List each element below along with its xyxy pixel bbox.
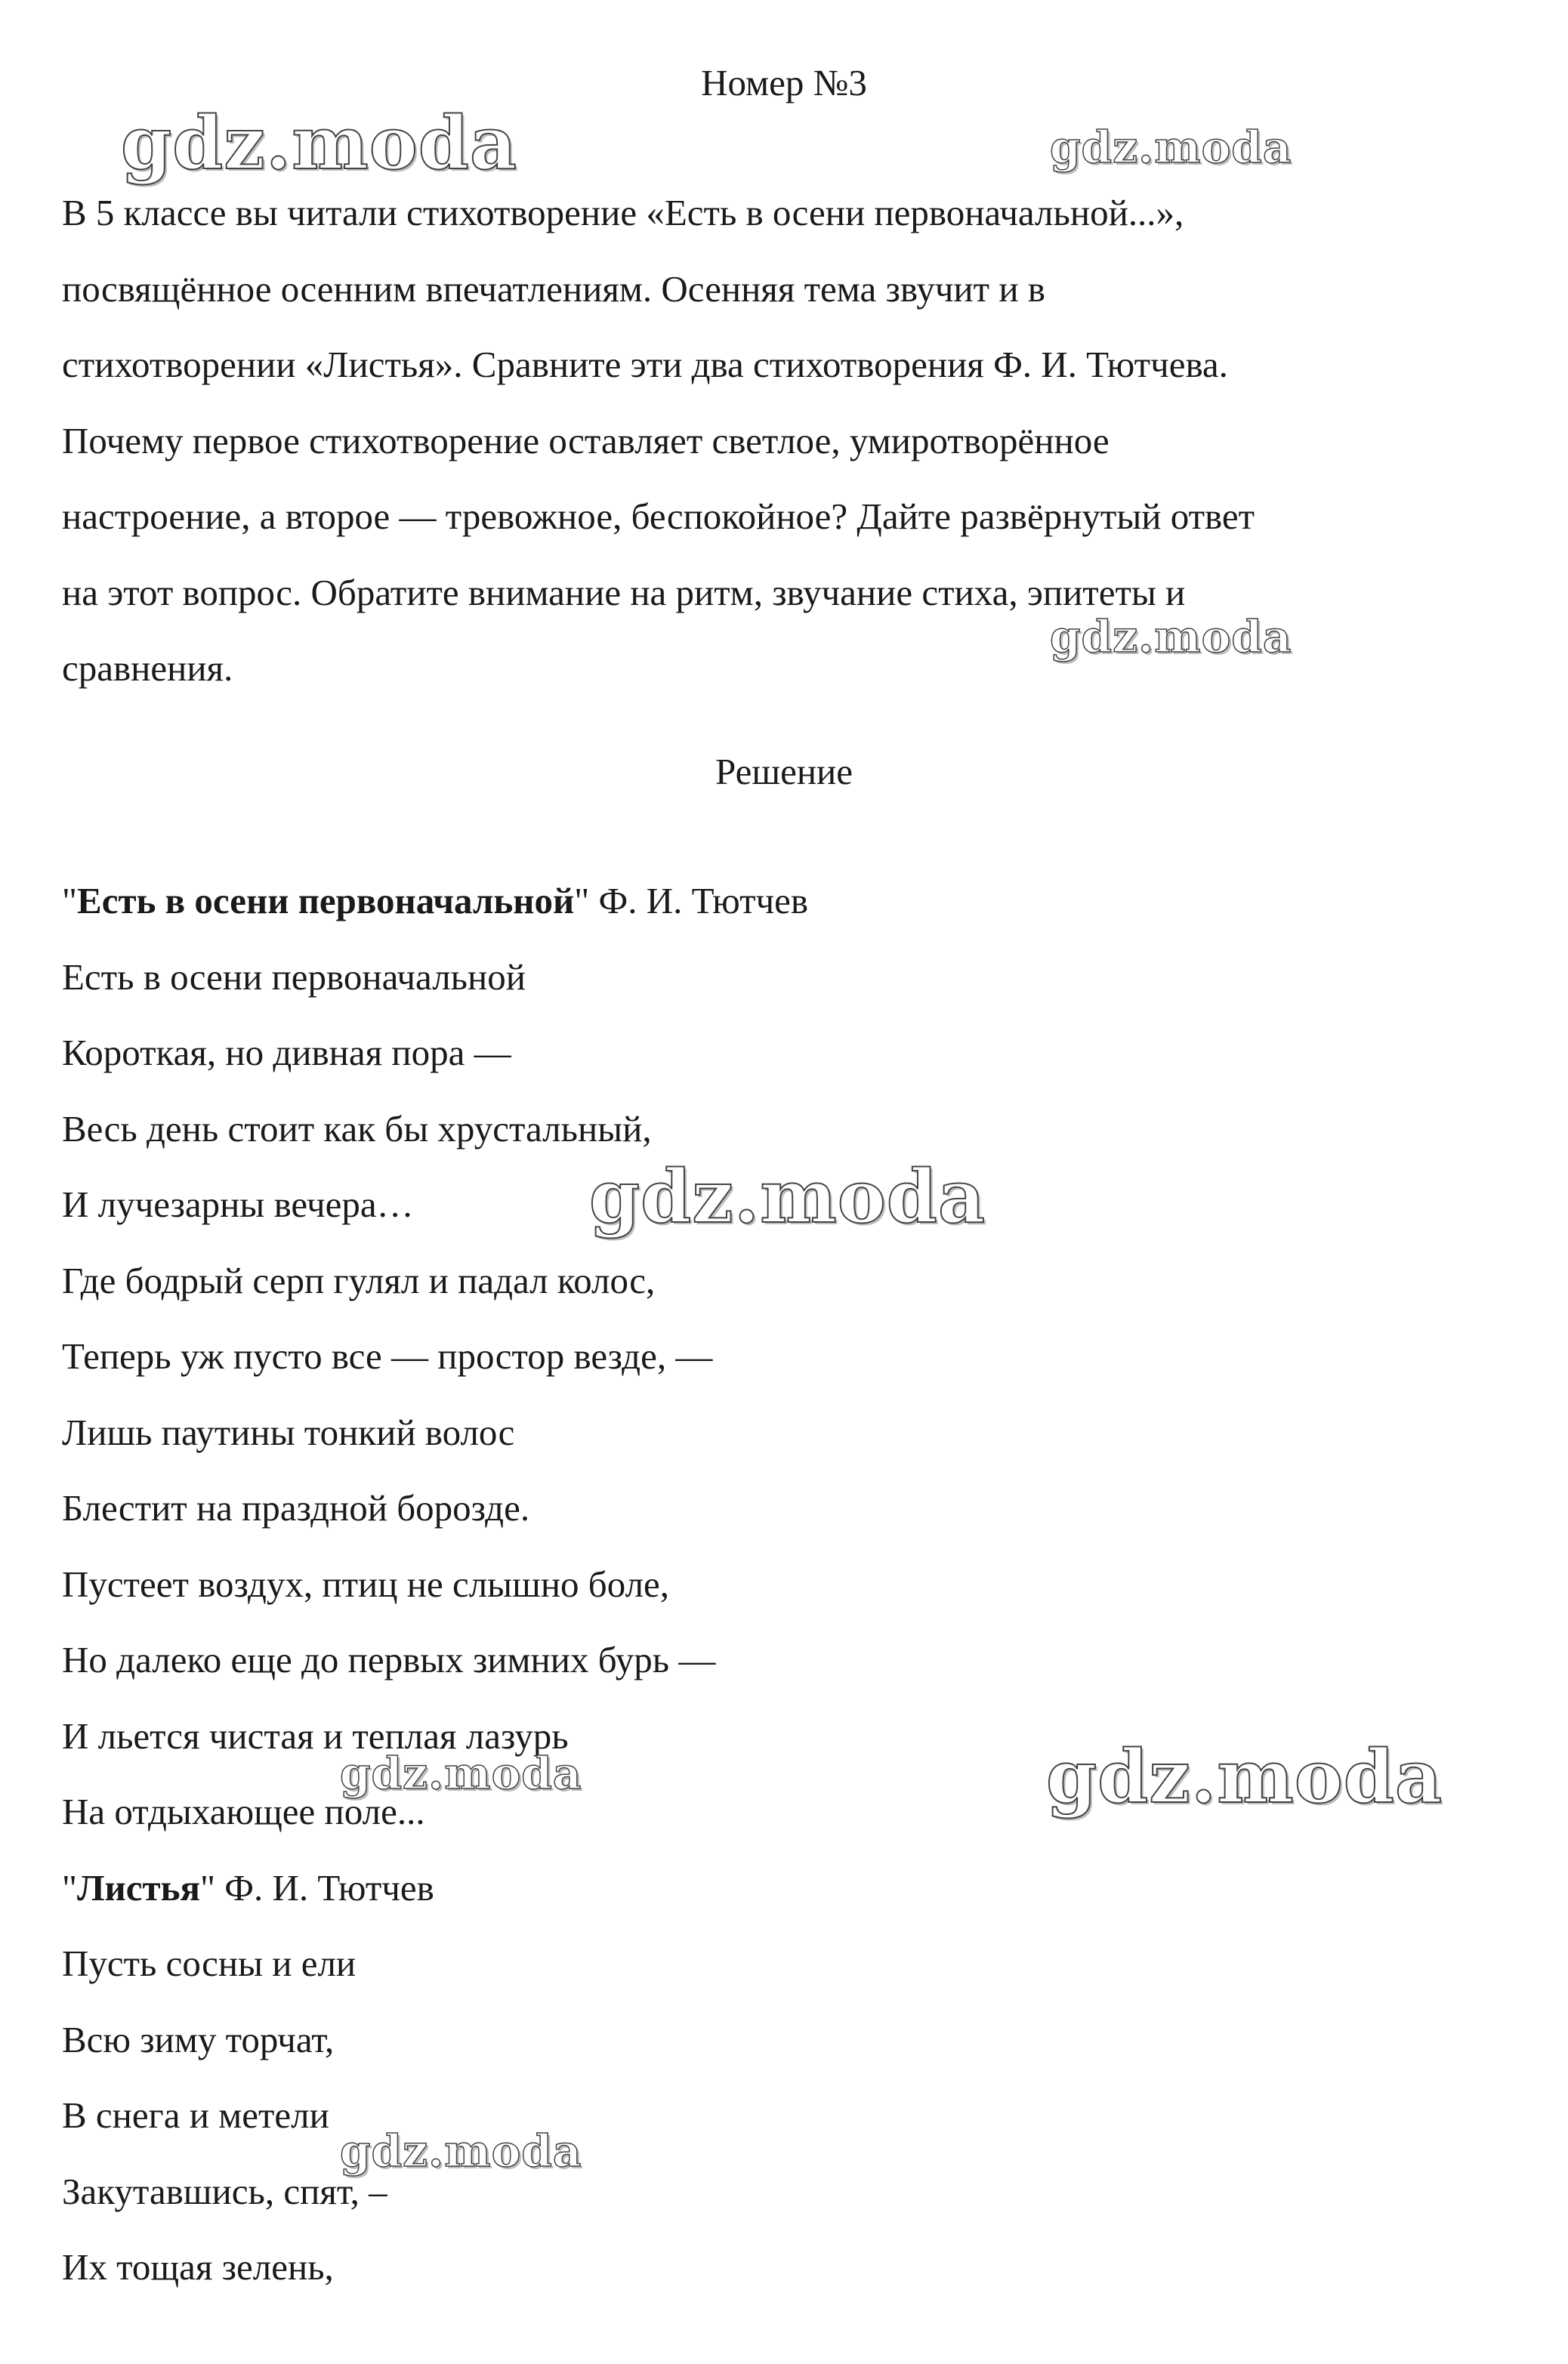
- poem2-line: Закутавшись, спят, –: [62, 2170, 387, 2212]
- task-line: В 5 классе вы читали стихотворение «Есть в осени первоначальной...»,: [62, 192, 1184, 233]
- watermark-logo: gdz.moda: [1050, 611, 1292, 662]
- poem1-line: Блестит на праздной борозде.: [62, 1487, 530, 1529]
- poem1-line: Но далеко еще до первых зимних бурь —: [62, 1639, 716, 1680]
- task-line: Почему первое стихотворение оставляет светлое, умиротворённое: [62, 419, 1110, 461]
- solution-heading: Решение: [715, 751, 853, 792]
- poem2-quote-close: ": [200, 1866, 216, 1909]
- task-line: стихотворении «Листья». Сравните эти два стихотворения Ф. И. Тютчева.: [62, 344, 1228, 385]
- poem2-line: Пусть сосны и ели: [62, 1943, 357, 1984]
- poem1-line: Весь день стоит как бы хрустальный,: [62, 1107, 652, 1150]
- task-text: [62, 175, 1520, 707]
- watermark-logo: gdz.moda: [340, 2125, 582, 2177]
- poem1-line: И лучезарны вечера…: [62, 1184, 414, 1225]
- task-line: на этот вопрос. Обратите внимание на ритм, звучание стиха, эпитеты и: [62, 571, 1186, 613]
- poem1-line: Короткая, но дивная пора —: [62, 1032, 511, 1073]
- poem2-line: В снега и метели: [62, 2094, 329, 2136]
- poem1-title: Есть в осени первоначальной: [77, 880, 575, 921]
- page-title: Номер №3: [701, 62, 867, 103]
- poem1-quote-close: ": [574, 880, 590, 921]
- watermark-logo: gdz.moda: [340, 1748, 582, 1799]
- poem1-line: И льется чистая и теплая лазурь: [62, 1714, 569, 1757]
- watermark-logo: gdz.moda: [589, 1154, 986, 1239]
- watermark-logo: gdz.moda: [1050, 122, 1292, 173]
- solution-poems: [62, 863, 1520, 2306]
- poem1-quote-open: ": [62, 880, 78, 921]
- poem1-line: На отдыхающее поле...: [62, 1791, 425, 1832]
- poem1-author: Ф. И. Тютчев: [589, 880, 809, 921]
- poem1-line: Лишь паутины тонкий волос: [62, 1411, 515, 1453]
- task-line: посвящённое осенним впечатлениям. Осенняя тема звучит и в: [62, 267, 1045, 310]
- poem2-quote-open: ": [62, 1866, 78, 1909]
- watermark-logo: gdz.moda: [121, 100, 518, 186]
- poem1-line: Пустеет воздух, птиц не слышно боле,: [62, 1563, 670, 1605]
- poem1-line: Есть в осени первоначальной: [62, 955, 526, 998]
- watermark-logo: gdz.moda: [1046, 1734, 1443, 1819]
- task-line: настроение, а второе — тревожное, беспокойное? Дайте развёрнутый ответ: [62, 495, 1255, 537]
- poem2-title: Листья: [77, 1866, 200, 1909]
- poem2-line: Всю зиму торчат,: [62, 2018, 335, 2060]
- poem1-heading: [62, 863, 1520, 940]
- poem2-line: Их тощая зелень,: [62, 2246, 334, 2288]
- poem2-heading: [62, 1850, 1520, 1927]
- poem1-line: Где бодрый серп гулял и падал колос,: [62, 1259, 656, 1301]
- poem2-author: Ф. И. Тютчев: [215, 1866, 434, 1909]
- task-line: сравнения.: [62, 647, 233, 689]
- poem1-line: Теперь уж пусто все — простор везде, —: [62, 1335, 713, 1377]
